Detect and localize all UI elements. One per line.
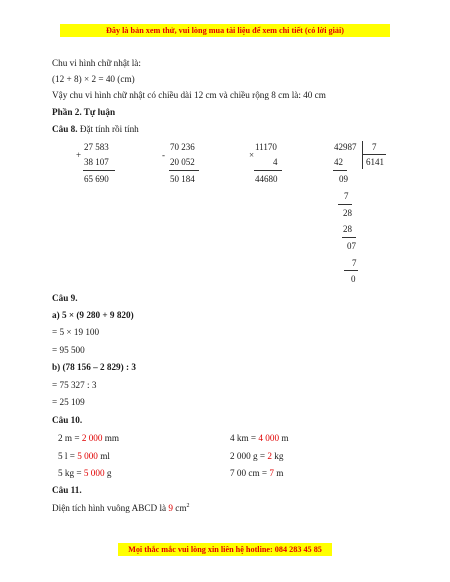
q9-label: Câu 9. — [52, 293, 78, 303]
mul-a: 11170 — [255, 142, 277, 152]
q11-unit-exponent: 2 — [186, 503, 190, 509]
q10-item-3 — [58, 451, 110, 461]
q10-item-4 — [230, 451, 283, 461]
q10-item-2-value: 4 000 — [258, 433, 280, 443]
q11-value: 9 — [168, 503, 173, 514]
q10-item-5-value: 5 000 — [83, 468, 105, 478]
add-rule — [83, 170, 115, 171]
div-step-6: 07 — [347, 241, 356, 251]
q8-heading — [52, 124, 139, 134]
div-step-7: 7 — [352, 258, 357, 268]
q11-label: Câu 11. — [52, 485, 82, 495]
q9-b-step2: = 25 109 — [52, 397, 85, 407]
q11-text: Diện tích hình vuông ABCD là — [52, 503, 169, 514]
div-vertical-rule — [362, 141, 363, 169]
q10-item-2-unit: m — [279, 433, 289, 443]
q10-item-3-value: 5 000 — [77, 451, 98, 461]
q10-item-4-unit: kg — [271, 451, 284, 461]
perimeter-calc: (12 + 8) × 2 = 40 (cm) — [52, 74, 135, 84]
q10-item-5-unit: g — [104, 468, 112, 478]
div-divisor: 7 — [372, 142, 377, 152]
mul-b: 4 — [273, 157, 278, 167]
div-divisor-rule — [362, 154, 386, 155]
div-step-2: 09 — [339, 174, 348, 184]
div-quotient: 6141 — [366, 157, 384, 167]
mul-result: 44680 — [255, 174, 278, 184]
q10-item-4-left: 2 000 g = — [230, 451, 268, 461]
q8-label: Câu 8. — [52, 124, 78, 134]
div-rule-3 — [342, 237, 356, 238]
q10-item-5-left: 5 kg = — [58, 468, 84, 478]
q10-label-text: Câu 10 — [52, 415, 80, 425]
sub-a: 70 236 — [170, 142, 195, 152]
div-dividend: 42987 — [334, 142, 357, 152]
sub-op: - — [162, 150, 165, 160]
q10-item-3-left: 5 l = — [58, 451, 78, 461]
q9-a-step1: = 5 × 19 100 — [52, 327, 100, 337]
perimeter-intro: Chu vi hình chữ nhật là: — [52, 58, 141, 68]
div-rule-2 — [338, 204, 352, 205]
q11-answer — [52, 503, 190, 513]
q10-item-6-left: 7 00 cm = — [230, 468, 270, 478]
mul-rule — [254, 170, 282, 171]
q9-b-title: b) (78 156 – 2 829) : 3 — [52, 362, 136, 372]
div-step-4: 28 — [343, 208, 352, 218]
q10-item-1-left: 2 m = — [58, 433, 82, 443]
q9-a-step2: = 95 500 — [52, 345, 85, 355]
q10-item-1-unit: mm — [102, 433, 120, 443]
q10-item-1-value: 2 000 — [81, 433, 103, 443]
mul-op: × — [249, 150, 255, 160]
sub-b: 20 052 — [170, 157, 195, 167]
sub-result: 50 184 — [170, 174, 195, 184]
hotline-banner: Mọi thắc mắc vui lòng xin liên hệ hotline: 084 283 45 85 — [118, 543, 332, 556]
div-step-1: 42 — [334, 157, 343, 167]
add-result: 65 690 — [84, 174, 109, 184]
div-rule-1 — [333, 170, 347, 171]
q10-item-1 — [58, 433, 119, 443]
q10-item-5 — [58, 468, 111, 478]
div-step-8: 0 — [351, 274, 356, 284]
part2-title: Phần 2. Tự luận — [52, 107, 116, 117]
q8-text: Đặt tính rồi tính — [79, 124, 139, 134]
add-b: 38 107 — [84, 157, 109, 167]
q10-item-2 — [230, 433, 289, 443]
q9-b-step1: = 75 327 : 3 — [52, 380, 97, 390]
div-step-5: 28 — [343, 224, 352, 234]
q10-item-2-left: 4 km = — [230, 433, 259, 443]
q10-item-4-value: 2 — [267, 451, 272, 461]
q9-a-title: a) 5 × (9 280 + 9 820) — [52, 310, 134, 320]
q10-item-6 — [230, 468, 283, 478]
add-a: 27 583 — [84, 142, 109, 152]
perimeter-answer: Vậy chu vi hình chữ nhật có chiều dài 12 cm và chiều rộng 8 cm là: 40 cm — [52, 90, 326, 100]
div-step-3: 7 — [344, 191, 349, 201]
q10-label: Câu 10. — [52, 415, 83, 425]
q10-item-6-unit: m — [273, 468, 284, 478]
div-rule-4 — [344, 270, 358, 271]
sub-rule — [169, 170, 199, 171]
preview-banner: Đây là bản xem thử, vui lòng mua tài liệu để xem chi tiết (có lời giải) — [60, 24, 390, 37]
add-op: + — [76, 150, 82, 160]
q10-item-6-value: 7 — [269, 468, 274, 478]
q11-unit: cm — [172, 503, 187, 514]
q10-item-3-unit: ml — [97, 451, 110, 461]
